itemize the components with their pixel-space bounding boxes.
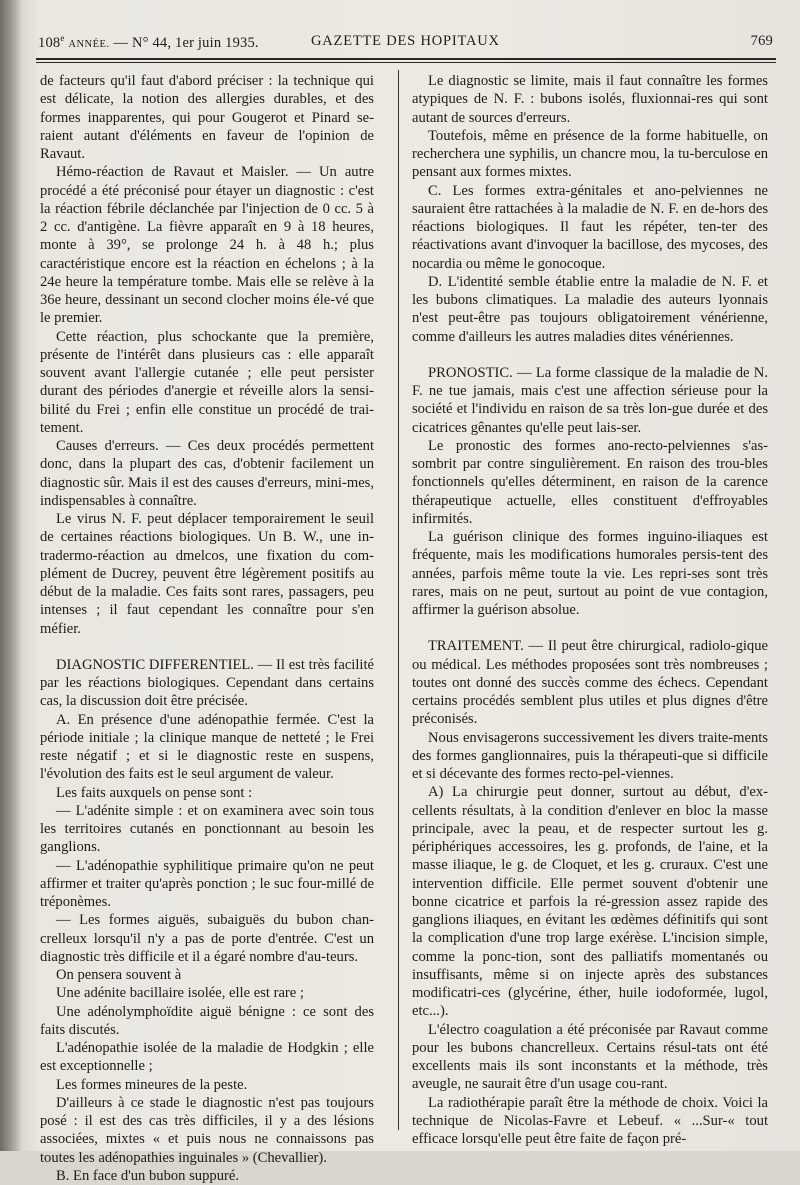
paragraph: — L'adénopathie syphilitique primaire qu'on ne peut affirmer et traiter qu'après ponction ; le suc four-millé de tréponèmes. (40, 857, 374, 910)
paragraph: L'électro coagulation a été préconisée par Ravaut comme pour les bubons chancrelleux. Certains résul-tats ont été excellents mais ils sont inconstants et la méthode, très aveugle, ne saurait être d'un usage cou-rant. (412, 1021, 768, 1093)
issue-year-number: 108 (38, 34, 61, 51)
paragraph: Le diagnostic se limite, mais il faut connaître les formes atypiques de N. F. : bubons isolés, fluxionnai-res qui sont autant de sources d'erreurs. (412, 73, 768, 126)
paragraph: La guérison clinique des formes inguino-iliaques est fréquente, mais les modifications humorales persis-tent des années, parfois même toute la vie. Les repri-ses sont très rares, mais on ne peut, surtout au point de vue contagion, affirmer la guérison absolue. (412, 529, 768, 618)
paragraph: C. Les formes extra-génitales et ano-pelviennes ne sauraient être rattachées à la maladie de N. F. en de-hors des réactions biologiques. Il faut les répéter, ten-ter des réactivations avant d'invoquer la bacillose, des mycoses, des nocardia ou même le gonocoque. (412, 182, 768, 272)
paragraph: L'adénopathie isolée de la maladie de Hodgkin ; elle est exceptionnelle ; (40, 1040, 374, 1075)
section-pronostic: PRONOSTIC. — La forme classique de la maladie de N. F. ne tue jamais, mais c'est une affection sérieuse pour la société et l'individu en raison de sa très lon-gue durée et des cicatrices gênantes qu'elle peut lais-ser. (412, 364, 768, 436)
paragraph: D'ailleurs à ce stade le diagnostic n'est pas toujours posé : il est des cas très difficiles, il y a des lésions associées, mixtes « et puis nous ne connaissons pas toutes les adénopathies inguinales » (Chevallier). (40, 1094, 374, 1166)
paragraph: A) La chirurgie peut donner, surtout au début, d'ex-cellents résultats, à la condition d'enlever en bloc la masse principale, avec la peau, et de respecter surtout les g. périphériques accessoires, les g. profonds, de l'aine, et la masse iliaque, le g. de Cloquet, et les g. cruraux. C'est une intervention difficile. Elle permet souvent d'obtenir une bonne cicatrice et parfois la ré-gression assez rapide des ganglions iliaques, en évitant les œdèmes définitifs qui sont la complication d'une trop large exérèse. L'incision simple, comme la ponc-tion, sont des palliatifs momentanés ou insuffisants, même si on injecte après des substances modificatri-ces (glycérine, éther, huile iodoformée, lugol, etc...). (412, 784, 768, 1020)
paragraph: Les formes mineures de la peste. (56, 1076, 248, 1093)
left-column (40, 72, 374, 1185)
issue-info (38, 33, 259, 52)
paragraph: — Les formes aiguës, subaiguës du bubon chan-crelleux lorsqu'il n'y a pas de porte d'entrée. C'est un diagnostic très difficile et il a égaré nombre d'au-teurs. (40, 912, 374, 965)
right-column (412, 72, 768, 1148)
journal-title: GAZETTE DES HOPITAUX (311, 33, 500, 49)
paragraph: Le pronostic des formes ano-recto-pelviennes s'as-sombrit par contre singulièrement. En raison des trou-bles fonctionnels qu'elles déterminent, en raison de la carence thérapeutique actuelle, elles constituent d'effroyables infirmités. (412, 437, 768, 527)
paragraph: Toutefois, même en présence de la forme habituelle, on recherchera une syphilis, un chancre mou, la tu-berculose en pensant aux formes mixtes. (412, 127, 768, 181)
paragraph: Une adénolymphoïdite aiguë bénigne : ce sont des faits discutés. (40, 1003, 374, 1038)
section-diagnostic-differentiel: DIAGNOSTIC DIFFERENTIEL. — Il est très facilité par les réactions biologiques. Cependant dans certains cas, la discussion doit être précisée. (40, 656, 374, 710)
paragraph: Le virus N. F. peut déplacer temporairement le seuil de certaines réactions biologiques. Un B. W., une in-tradermo-réaction au dmelcos, une fixation du com-plément de Ducrey, peuvent être légèrement positifs au début de la maladie. Ces faits sont rares, passagers, peu intenses ; il faut cependant les connaître pour s'en méfier. (40, 511, 374, 637)
running-header (38, 30, 773, 52)
paragraph: B. En face d'un bubon suppuré. (56, 1167, 239, 1184)
paragraph: Les faits auxquels on pense sont : (56, 784, 253, 801)
section-traitement: TRAITEMENT. — Il peut être chirurgical, radiolo-gique ou médical. Les méthodes proposées sont très nombreuses ; toutes ont donné des succès comme des échecs. Cependant certains procédés semblent plus utiles et plus dignes d'être préconisés. (412, 638, 768, 728)
header-rule-thick (36, 58, 776, 60)
paragraph: La radiothérapie paraît être la méthode de choix. Voici la technique de Nicolas-Favre et Lebeuf. « ...Sur-« tout efficace lorsqu'elle peut être faite de façon pré- (412, 1094, 768, 1147)
paragraph: D. L'identité semble établie entre la maladie de N. F. et les bubons climatiques. La maladie des auteurs lyonnais n'est peut-être pas toujours obligatoirement vénérienne, comme d'ailleurs les autres maladies dites vénériennes. (412, 273, 768, 345)
header-rule-thin (36, 62, 776, 63)
paragraph: Hémo-réaction de Ravaut et Maisler. — Un autre procédé a été préconisé pour étayer un diagnostic : c'est la réaction fébrile déclanchée par l'injection de 0 cc. 5 à 2 cc. d'antigène. La fièvre apparaît en 9 à 18 heures, monte à 39°, se prolonge 24 h. à 48 h.; plus caractéristique encore est la réaction en échelons ; à la 24e heure la température tombe. Mais elle se relève à la 36e heure, dessinant un second clocher moins éle-vé que le premier. (40, 164, 374, 327)
paragraph: — L'adénite simple : et on examinera avec soin tous les territoires cutanés en ponctionnant au besoin les ganglions. (40, 802, 374, 856)
paragraph: de facteurs qu'il faut d'abord préciser : la technique qui est délicate, la notion des allergies durables, et des formes inapparentes, qui pour Gougerot et Pinard se-raient autant d'éléments en faveur de l'opinion de Ravaut. (40, 73, 374, 162)
paragraph: Causes d'erreurs. — Ces deux procédés permettent donc, dans la plupart des cas, d'obtenir facilement un diagnostic sûr. Mais il est des causes d'erreurs, mini-mes, indispensables à connaître. (40, 438, 374, 509)
page-number: 769 (750, 33, 773, 49)
binding-shadow (0, 0, 22, 1151)
issue-annee: ANNÉE. (68, 38, 110, 50)
issue-date: — N° 44, 1er juin 1935. (113, 34, 259, 51)
column-separator (398, 70, 399, 1130)
paragraph: On pensera souvent à (56, 967, 182, 983)
paragraph: Une adénite bacillaire isolée, elle est rare ; (56, 985, 304, 1002)
paragraph: Nous envisagerons successivement les divers traite-ments des formes ganglionnaires, puis la thérapeuti-que si difficile et si décevante des formes recto-pel-viennes. (412, 729, 768, 782)
paragraph: A. En présence d'une adénopathie fermée. C'est la période initiale ; la clinique manque de netteté ; le Frei reste négatif ; et si le diagnostic reste en suspens, l'évolution des faits est le seul argument de valeur. (40, 711, 374, 783)
issue-year-sup: e (60, 33, 65, 43)
paragraph: Cette réaction, plus schockante que la première, présente de l'intérêt dans plusieurs cas : elle apparaît souvent avant l'allergie cutanée ; elle peut persister durant des périodes d'anergie et réveille alors la sensi-bilité du Frei ; enfin elle constitue un procédé de trai-tement. (40, 328, 374, 436)
